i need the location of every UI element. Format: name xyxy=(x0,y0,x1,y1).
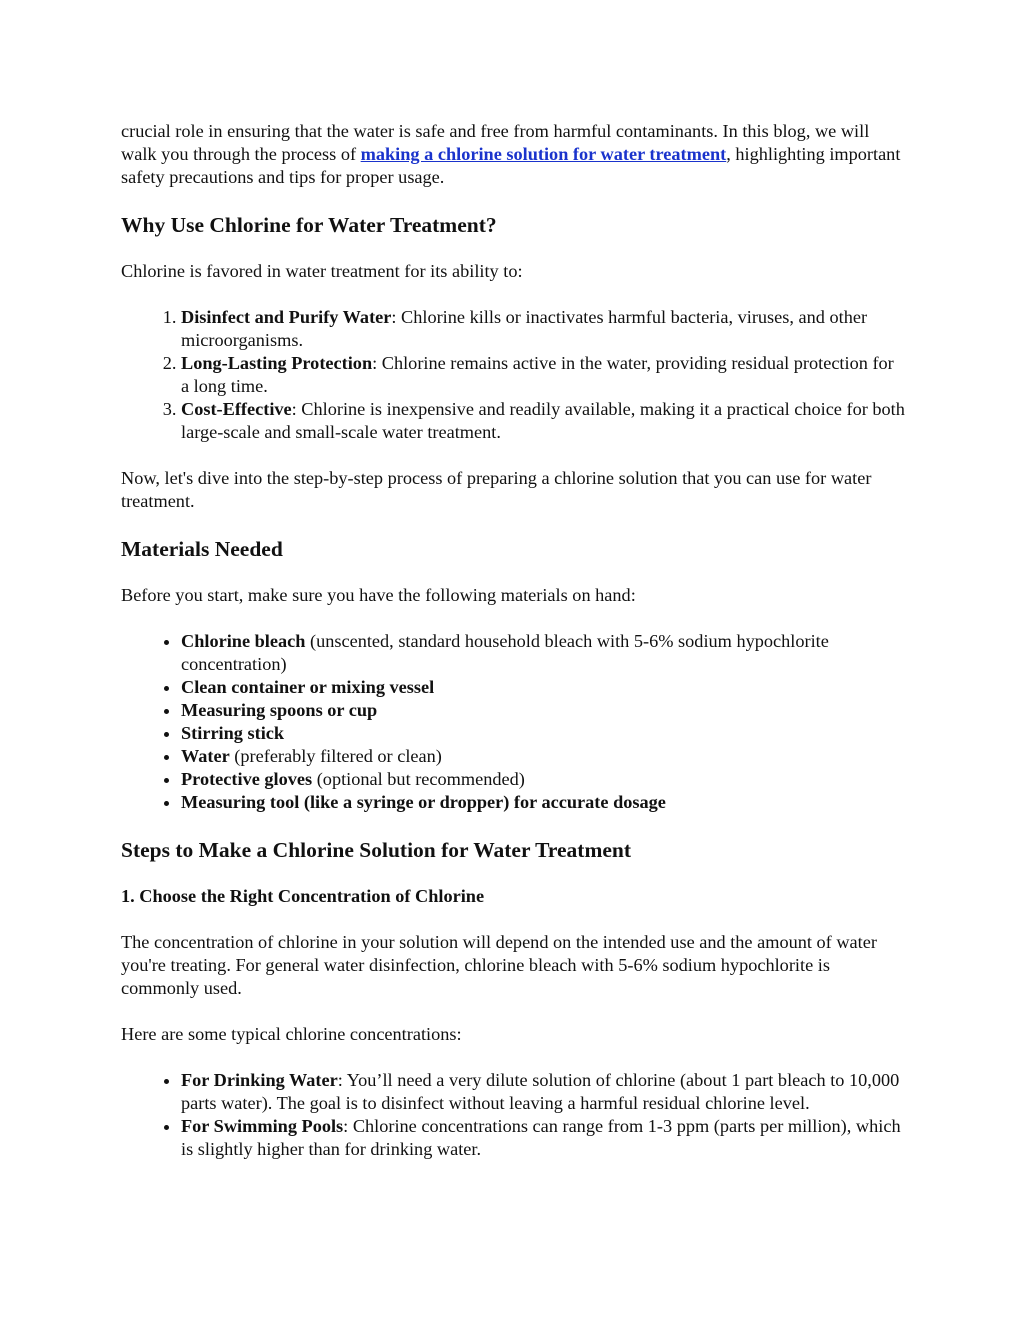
list-item-term: Cost-Effective xyxy=(181,399,292,419)
chlorine-solution-link[interactable]: making a chlorine solution for water treatment xyxy=(360,144,727,164)
list-item xyxy=(181,676,906,699)
list-item-term: Chlorine bleach xyxy=(181,631,306,651)
list-item-term: Measuring spoons or cup xyxy=(181,700,378,720)
list-item-desc: (preferably filtered or clean) xyxy=(229,746,442,766)
steps-heading: Steps to Make a Chlorine Solution for Water Treatment xyxy=(121,838,632,862)
list-item xyxy=(181,630,906,676)
list-item xyxy=(181,791,906,814)
materials-list xyxy=(121,630,906,814)
list-item-desc: : Chlorine kills or inactivates harmful bacteria, viruses, and other microorganisms. xyxy=(181,307,868,350)
materials-lead: Before you start, make sure you have the following materials on hand: xyxy=(121,585,636,605)
list-item-term: For Drinking Water xyxy=(181,1070,338,1090)
list-item xyxy=(181,398,906,444)
concentrations-lead: Here are some typical chlorine concentrations: xyxy=(121,1024,462,1044)
list-item-term: Stirring stick xyxy=(181,723,285,743)
list-item xyxy=(181,745,906,768)
intro-text-before-link: crucial role in ensuring that the water is safe and free from harmful contaminants. In this blog, we will walk you through the process of xyxy=(121,121,870,164)
list-item xyxy=(181,722,906,745)
list-item-term: Water xyxy=(181,746,230,766)
list-item xyxy=(181,1115,906,1161)
list-item-desc: : Chlorine concentrations can range from 1-3 ppm (parts per million), which is slightly higher than for drinking water. xyxy=(181,1116,901,1159)
list-item xyxy=(181,1069,906,1115)
why-list xyxy=(121,306,906,444)
why-heading: Why Use Chlorine for Water Treatment? xyxy=(121,213,497,237)
list-item-desc: : Chlorine remains active in the water, providing residual protection for a long time. xyxy=(181,353,894,396)
step1-heading: 1. Choose the Right Concentration of Chlorine xyxy=(121,886,485,906)
list-item xyxy=(181,699,906,722)
list-item xyxy=(181,306,906,352)
list-item-term: Protective gloves xyxy=(181,769,313,789)
document-page xyxy=(121,120,906,1184)
list-item-term: Long-Lasting Protection xyxy=(181,353,373,373)
list-item-desc: : Chlorine is inexpensive and readily available, making it a practical choice for both large-scale and small-scale water treatment. xyxy=(181,399,905,442)
list-item-term: Measuring tool (like a syringe or dropper) for accurate dosage xyxy=(181,792,666,812)
list-item-term: Clean container or mixing vessel xyxy=(181,677,435,697)
intro-paragraph xyxy=(121,120,906,189)
materials-heading: Materials Needed xyxy=(121,537,283,561)
list-item xyxy=(181,768,906,791)
why-lead: Chlorine is favored in water treatment for its ability to: xyxy=(121,261,523,281)
list-item-term: For Swimming Pools xyxy=(181,1116,344,1136)
list-item xyxy=(181,352,906,398)
step1-paragraph: The concentration of chlorine in your solution will depend on the intended use and the amount of water you're treating. For general water disinfection, chlorine bleach with 5-6% sodium hypochlorite is commonly used. xyxy=(121,932,877,998)
list-item-desc: : You’ll need a very dilute solution of chlorine (about 1 part bleach to 10,000 parts water). The goal is to disinfect without leaving a harmful residual chlorine level. xyxy=(181,1070,900,1113)
list-item-desc: (unscented, standard household bleach with 5-6% sodium hypochlorite concentration) xyxy=(181,631,829,674)
transition-paragraph: Now, let's dive into the step-by-step process of preparing a chlorine solution that you can use for water treatment. xyxy=(121,468,872,511)
concentrations-list xyxy=(121,1069,906,1161)
intro-text-after-link: , highlighting important safety precautions and tips for proper usage. xyxy=(121,144,901,187)
list-item-desc: (optional but recommended) xyxy=(312,769,525,789)
list-item-term: Disinfect and Purify Water xyxy=(181,307,392,327)
